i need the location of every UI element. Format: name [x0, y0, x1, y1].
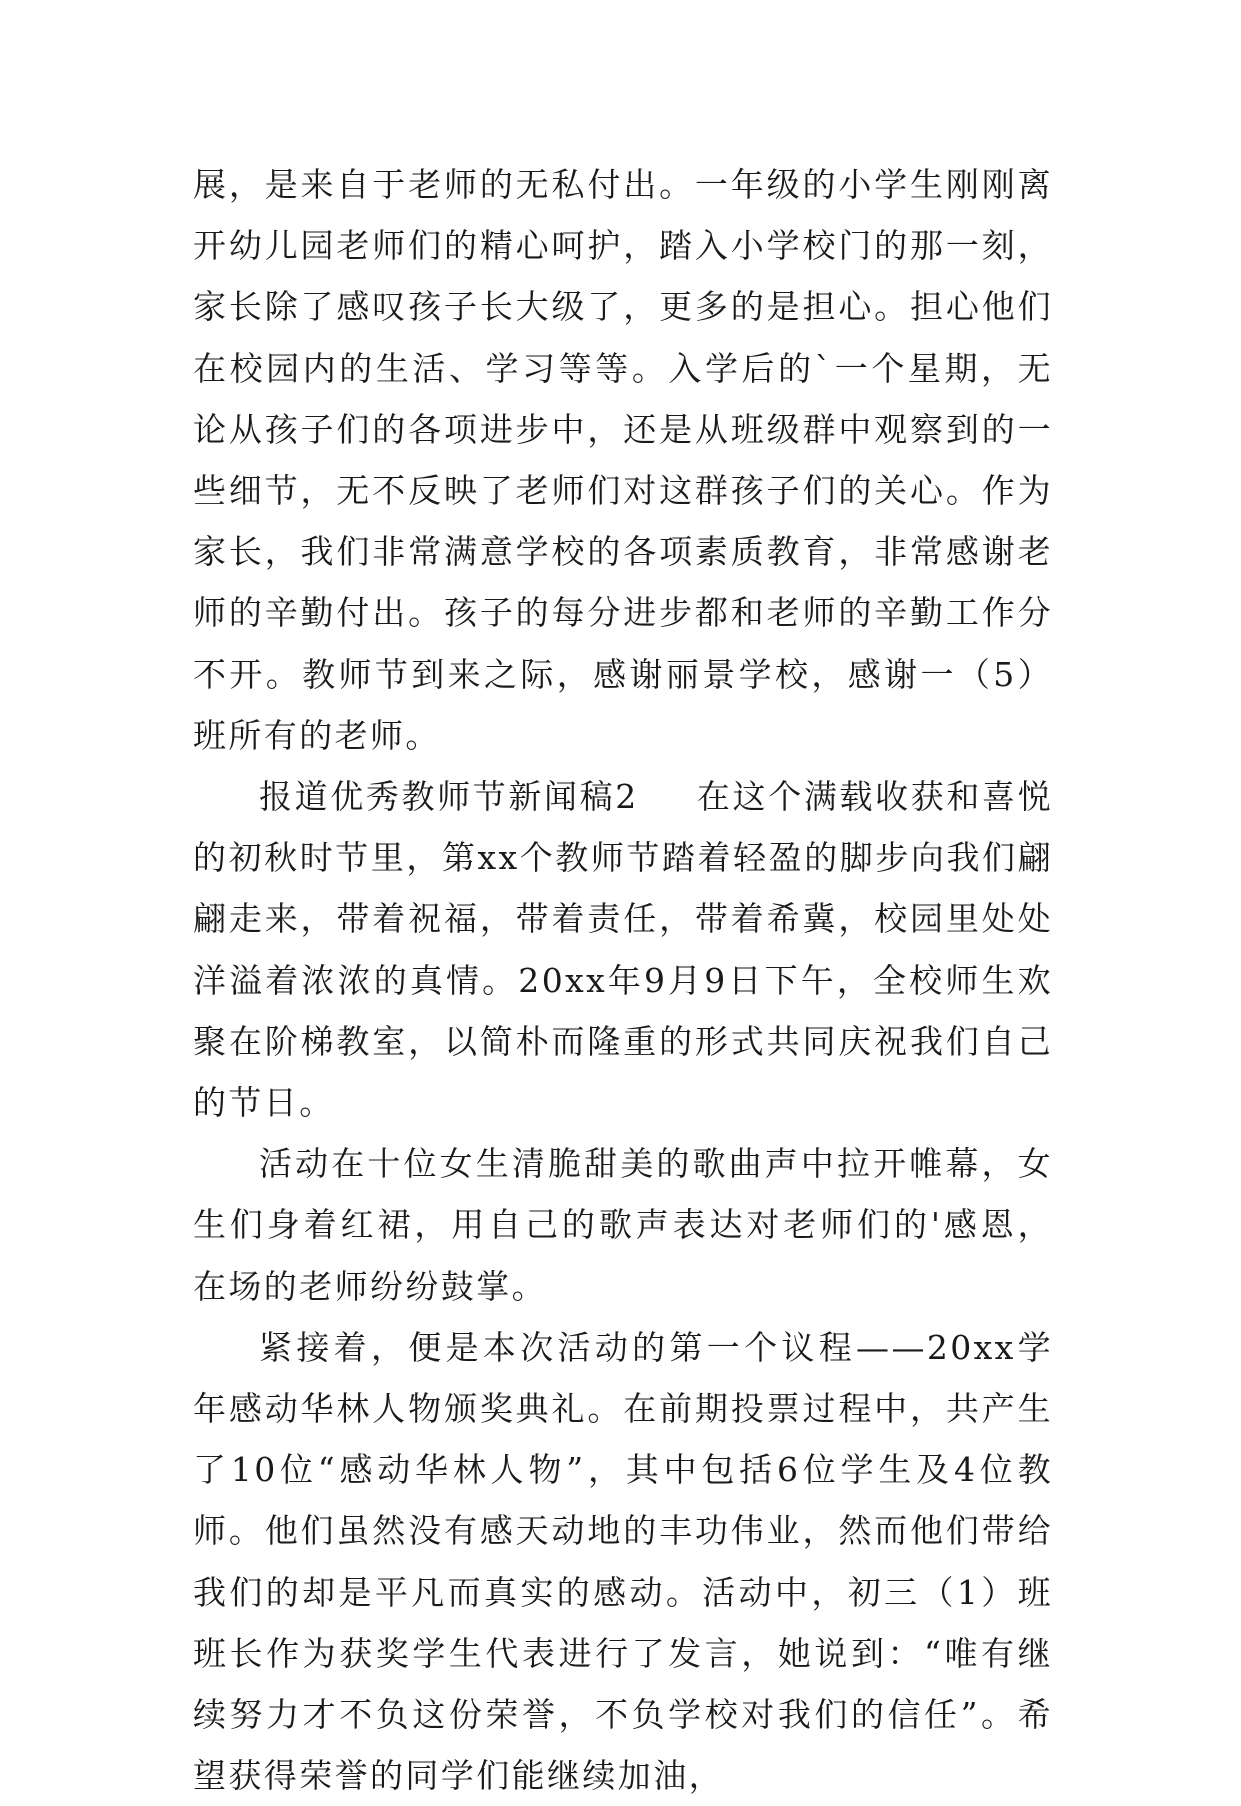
paragraph-text: 活动在十位女生清脆甜美的歌曲声中拉开帷幕，女生们身着红裙，用自己的歌声表达对老师们的'感恩，在场的老师纷纷鼓掌。 — [193, 1144, 1053, 1306]
paragraph-text: 在这个满载收获和喜悦的初秋时节里，第xx个教师节踏着轻盈的脚步向我们翩翩走来，带着祝福，带着责任，带着希冀，校园里处处洋溢着浓浓的真情。20xx年9月9日下午，全校师生欢聚在阶梯教室，以简朴而隆重的形式共同庆祝我们自己的节日。 — [193, 777, 1054, 1123]
paragraph-text: 展，是来自于老师的无私付出。一年级的小学生刚刚离开幼儿园老师们的精心呵护，踏入小学校门的那一刻，家长除了感叹孩子长大级了，更多的是担心。担心他们在校园内的生活、学习等等。入学后的`一个星期，无论从孩子们的各项进步中，还是从班级群中观察到的一些细节，无不反映了老师们对这群孩子们的关心。作为家长，我们非常满意学校的各项素质教育，非常感谢老师的辛勤付出。孩子的每分进步都和老师的辛勤工作分不开。教师节到来之际，感谢丽景学校，感谢一（5）班所有的老师。 — [193, 165, 1053, 755]
paragraph-text: 紧接着，便是本次活动的第一个议程——20xx学年感动华林人物颁奖典礼。在前期投票过程中，共产生了10位“感动华林人物”，其中包括6位学生及4位教师。他们虽然没有感天动地的丰功伟业，然而他们带给我们的却是平凡而真实的感动。活动中，初三（1）班班长作为获奖学生代表进行了发言，她说到：“唯有继续努力才不负这份荣誉，不负学校对我们的信任”。希望获得荣誉的同学们能继续加油， — [193, 1327, 1053, 1796]
paragraph-continued — [193, 154, 1053, 766]
paragraph-with-heading — [193, 766, 1053, 1133]
paragraph — [193, 1317, 1053, 1806]
article-heading: 报道优秀教师节新闻稿2 — [259, 777, 639, 817]
paragraph — [193, 1133, 1053, 1317]
document-body — [193, 154, 1053, 1806]
